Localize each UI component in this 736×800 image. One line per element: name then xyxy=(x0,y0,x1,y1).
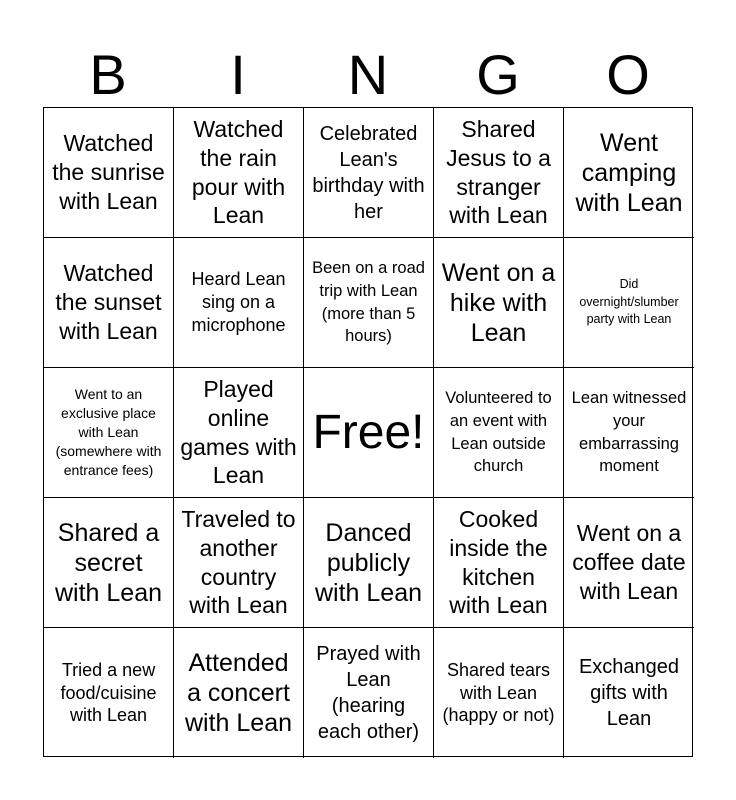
header-letter-i: I xyxy=(230,43,246,106)
bingo-cell[interactable]: Did overnight/slumber party with Lean xyxy=(564,238,694,368)
bingo-cell[interactable]: Went on a hike with Lean xyxy=(434,238,564,368)
bingo-cell[interactable]: Went to an exclusive place with Lean (somewhere with entrance fees) xyxy=(44,368,174,498)
bingo-cell[interactable]: Watched the sunrise with Lean xyxy=(44,108,174,238)
bingo-cell[interactable]: Went camping with Lean xyxy=(564,108,694,238)
bingo-cell[interactable]: Danced publicly with Lean xyxy=(304,498,434,628)
bingo-cell[interactable]: Played online games with Lean xyxy=(174,368,304,498)
bingo-cell[interactable]: Shared Jesus to a stranger with Lean xyxy=(434,108,564,238)
bingo-cell[interactable]: Celebrated Lean's birthday with her xyxy=(304,108,434,238)
bingo-cell[interactable]: Tried a new food/cuisine with Lean xyxy=(44,628,174,758)
bingo-board xyxy=(43,107,693,757)
header-letter-b: B xyxy=(89,43,127,106)
header-letter-n: N xyxy=(347,43,389,106)
bingo-cell[interactable]: Shared a secret with Lean xyxy=(44,498,174,628)
header-letter-o: O xyxy=(606,43,650,106)
bingo-cell[interactable]: Cooked inside the kitchen with Lean xyxy=(434,498,564,628)
bingo-cell[interactable]: Attended a concert with Lean xyxy=(174,628,304,758)
bingo-cell[interactable]: Heard Lean sing on a microphone xyxy=(174,238,304,368)
bingo-cell[interactable]: Exchanged gifts with Lean xyxy=(578,656,680,730)
bingo-cell[interactable]: Shared tears with Lean (happy or not) xyxy=(434,628,564,758)
bingo-cell[interactable]: Traveled to another country with Lean xyxy=(174,498,304,628)
bingo-cell[interactable]: Been on a road trip with Lean (more than 5 hours) xyxy=(304,238,434,368)
bingo-header xyxy=(43,44,693,106)
bingo-cell[interactable]: Watched the rain pour with Lean xyxy=(174,108,304,238)
bingo-cell[interactable]: Volunteered to an event with Lean outside church xyxy=(434,368,564,498)
bingo-cell[interactable]: Lean witnessed your embarrassing moment xyxy=(564,368,694,498)
bingo-cell[interactable]: Went on a coffee date with Lean xyxy=(564,498,694,628)
bingo-cell[interactable]: Watched the sunset with Lean xyxy=(44,238,174,368)
free-space[interactable]: Free! xyxy=(304,368,434,498)
bingo-cell[interactable]: Prayed with Lean (hearing each other) xyxy=(304,628,434,758)
header-letter-g: G xyxy=(476,43,520,106)
